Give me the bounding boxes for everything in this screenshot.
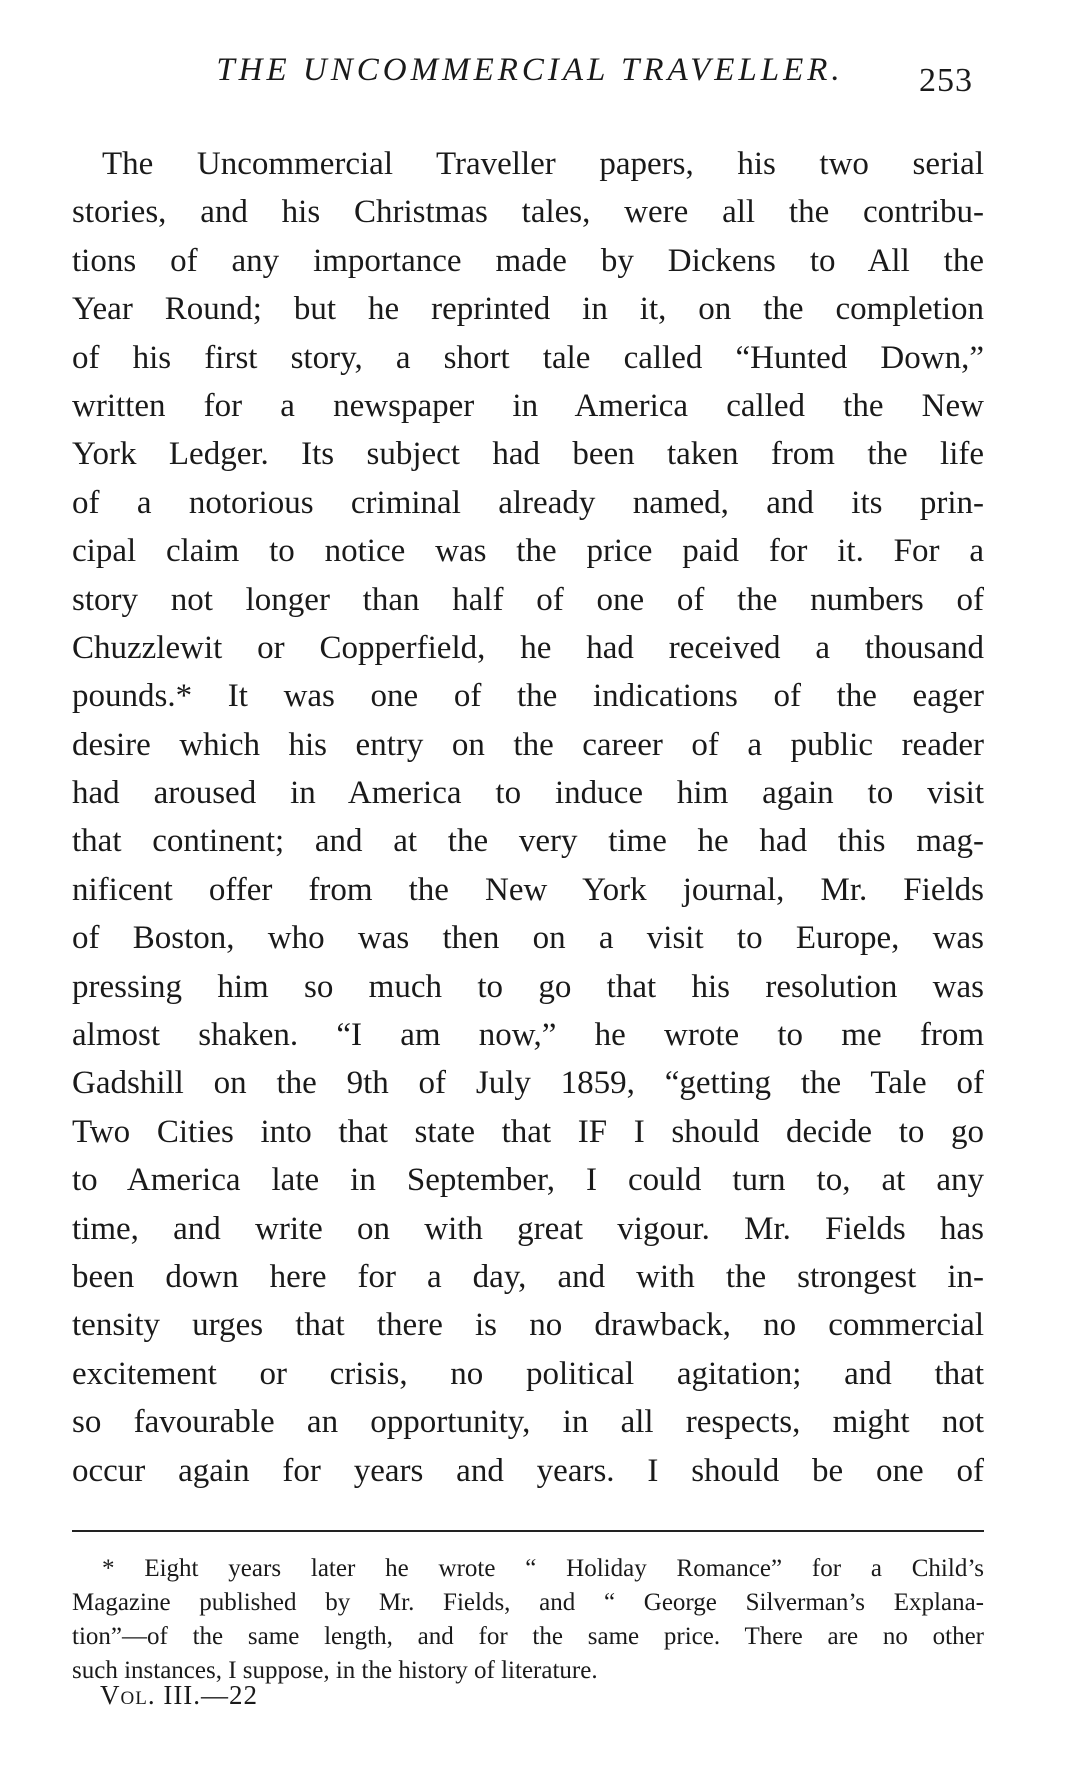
body-line: to America late in September, I could turn to, at any: [72, 1162, 984, 1199]
body-line: The Uncommercial Traveller papers, his two serial: [102, 146, 984, 182]
body-line: time, and write on with great vigour. Mr. Fields has: [72, 1210, 984, 1247]
body-line: York Ledger. Its subject had been taken from the life: [72, 436, 984, 473]
running-title: THE UNCOMMERCIAL TRAVELLER.: [216, 52, 844, 88]
body-line: that continent; and at the very time he had this mag-: [72, 823, 984, 860]
body-line: cipal claim to notice was the price paid for it. For a: [72, 533, 984, 570]
body-line: occur again for years and years. I should be one of: [72, 1452, 984, 1489]
body-line: story not longer than half of one of the numbers of: [72, 581, 984, 618]
body-line: had aroused in America to induce him again to visit: [72, 775, 984, 812]
body-line: excitement or crisis, no political agitation; and that: [72, 1355, 984, 1392]
body-line: Chuzzlewit or Copperfield, he had received a thousand: [72, 629, 984, 666]
body-line: been down here for a day, and with the strongest in-: [72, 1258, 984, 1295]
volume-signature: Vol. III.—22: [100, 1680, 259, 1710]
body-line: pressing him so much to go that his resolution was: [72, 968, 984, 1005]
body-text: [72, 140, 984, 1495]
body-line: tions of any importance made by Dickens to All the: [72, 242, 984, 279]
body-line: of a notorious criminal already named, and its prin-: [72, 484, 984, 521]
footnote-line: Magazine published by Mr. Fields, and “ George Silverman’s Explana-: [72, 1589, 984, 1616]
footnote: [72, 1552, 984, 1688]
page-number: 253: [919, 62, 973, 99]
body-line: Gadshill on the 9th of July 1859, “getting the Tale of: [72, 1065, 984, 1102]
body-line: so favourable an opportunity, in all respects, might not: [72, 1404, 984, 1441]
body-line: Year Round; but he reprinted in it, on the completion: [72, 291, 984, 328]
body-line: almost shaken. “I am now,” he wrote to me from: [72, 1017, 984, 1054]
footnote-line: such instances, I suppose, in the history of literature.: [72, 1657, 598, 1684]
footnote-line: tion”—of the same length, and for the same price. There are no other: [72, 1623, 984, 1650]
body-line: of Boston, who was then on a visit to Europe, was: [72, 920, 984, 957]
body-line: written for a newspaper in America called the New: [72, 387, 984, 424]
body-line: of his first story, a short tale called “Hunted Down,”: [72, 339, 984, 376]
footnote-line: * Eight years later he wrote “ Holiday Romance” for a Child’s: [102, 1555, 984, 1582]
body-line: desire which his entry on the career of a public reader: [72, 726, 984, 763]
body-line: nificent offer from the New York journal, Mr. Fields: [72, 871, 984, 908]
body-line: pounds.* It was one of the indications of the eager: [72, 678, 984, 715]
footnote-divider: [72, 1530, 984, 1532]
body-line: Two Cities into that state that IF I should decide to go: [72, 1113, 984, 1150]
body-line: tensity urges that there is no drawback, no commercial: [72, 1307, 984, 1344]
body-line: stories, and his Christmas tales, were all the contribu-: [72, 194, 984, 231]
